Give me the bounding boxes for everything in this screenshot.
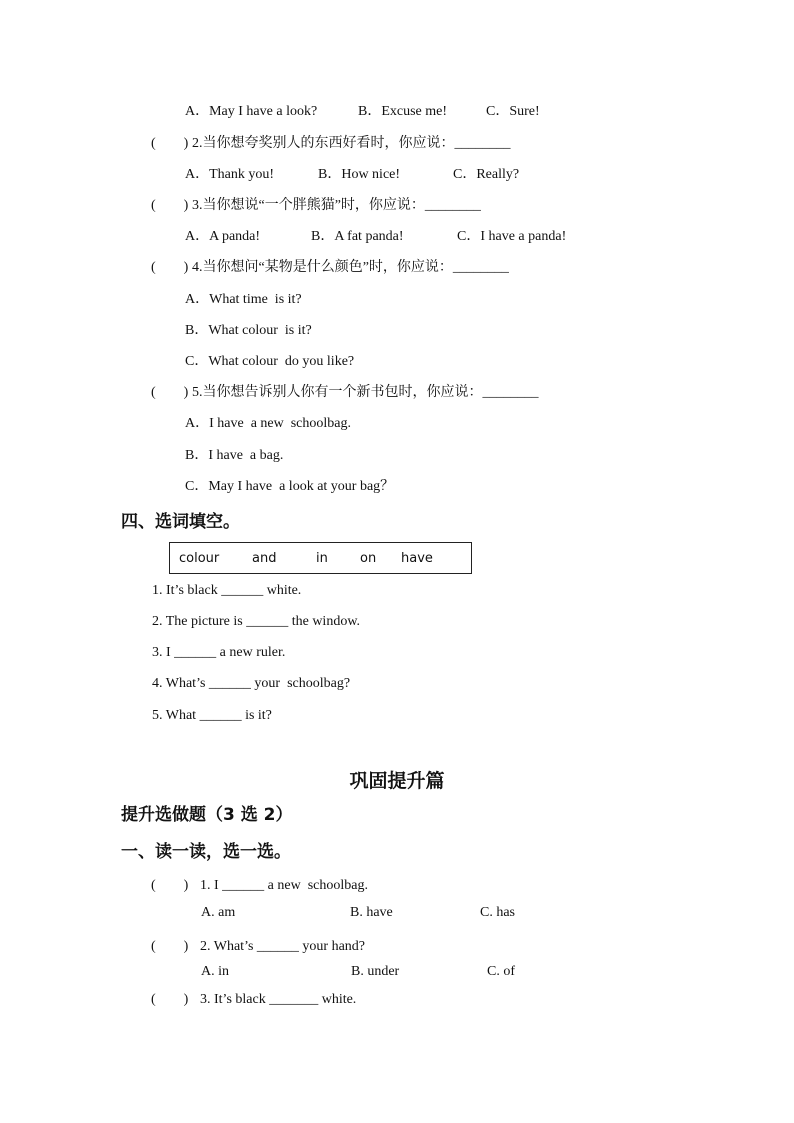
q5-option-c: C．May I have a look at your bag？ xyxy=(185,479,395,494)
q5-option-b: B．I have a bag. xyxy=(185,448,284,463)
section-title: 巩固提升篇 xyxy=(349,770,445,792)
q4-question: 4.当你想问“某物是什么颜色”时，你应说：________ xyxy=(192,260,509,275)
part1-heading: 一、读一读，选一选。 xyxy=(121,842,291,862)
p1-q3-question: 3. It’s black _______ white. xyxy=(200,992,357,1007)
p1-q1-option-c: C. has xyxy=(480,905,515,920)
p1-q1-question: 1. I ______ a new schoolbag. xyxy=(200,878,368,893)
fill-item-4: 4. What’s ______ your schoolbag? xyxy=(152,676,351,691)
p1-q2-answer-paren[interactable]: ( ) xyxy=(151,939,189,954)
q4-answer-paren[interactable]: ( ) xyxy=(151,260,189,275)
q5-option-a: A．I have a new schoolbag. xyxy=(185,416,352,431)
q2-option-a: A．Thank you! xyxy=(185,167,275,182)
q1-option-c: C．Sure! xyxy=(486,104,540,119)
q3-question: 3.当你想说“一个胖熊猫”时，你应说：________ xyxy=(192,198,481,213)
q3-option-c: C．I have a panda! xyxy=(457,229,567,244)
word-bank-item: in xyxy=(316,551,328,566)
q2-option-b: B．How nice! xyxy=(318,167,401,182)
fill-item-1: 1. It’s black ______ white. xyxy=(152,583,302,598)
q1-option-a: A．May I have a look? xyxy=(185,104,318,119)
p1-q2-option-b: B. under xyxy=(351,964,400,979)
q5-question: 5.当你想告诉别人你有一个新书包时，你应说：________ xyxy=(192,385,539,400)
q3-answer-paren[interactable]: ( ) xyxy=(151,198,189,213)
word-bank-box xyxy=(169,542,472,574)
word-bank-item: colour xyxy=(179,551,220,566)
word-bank-item: and xyxy=(252,551,277,566)
q4-option-c: C．What colour do you like? xyxy=(185,354,355,369)
p1-q1-option-a: A. am xyxy=(201,905,236,920)
part4-heading: 四、选词填空。 xyxy=(121,512,240,532)
p1-q2-option-c: C. of xyxy=(487,964,515,979)
p1-q2-question: 2. What’s ______ your hand? xyxy=(200,939,365,954)
q3-option-a: A．A panda! xyxy=(185,229,261,244)
section-subtitle: 提升选做题（3 选 2） xyxy=(121,805,293,825)
q2-option-c: C．Really? xyxy=(453,167,520,182)
q4-option-b: B．What colour is it? xyxy=(185,323,312,338)
q2-question: 2.当你想夸奖别人的东西好看时，你应说：________ xyxy=(192,136,511,151)
q1-option-b: B．Excuse me! xyxy=(358,104,448,119)
word-bank-item: on xyxy=(360,551,377,566)
q2-answer-paren[interactable]: ( ) xyxy=(151,136,189,151)
fill-item-5: 5. What ______ is it? xyxy=(152,708,272,723)
p1-q3-answer-paren[interactable]: ( ) xyxy=(151,992,189,1007)
fill-item-3: 3. I ______ a new ruler. xyxy=(152,645,286,660)
q4-option-a: A．What time is it? xyxy=(185,292,302,307)
word-bank-item: have xyxy=(401,551,433,566)
p1-q1-answer-paren[interactable]: ( ) xyxy=(151,878,189,893)
p1-q1-option-b: B. have xyxy=(350,905,393,920)
p1-q2-option-a: A. in xyxy=(201,964,229,979)
q5-answer-paren[interactable]: ( ) xyxy=(151,385,189,400)
fill-item-2: 2. The picture is ______ the window. xyxy=(152,614,361,629)
q3-option-b: B．A fat panda! xyxy=(311,229,404,244)
